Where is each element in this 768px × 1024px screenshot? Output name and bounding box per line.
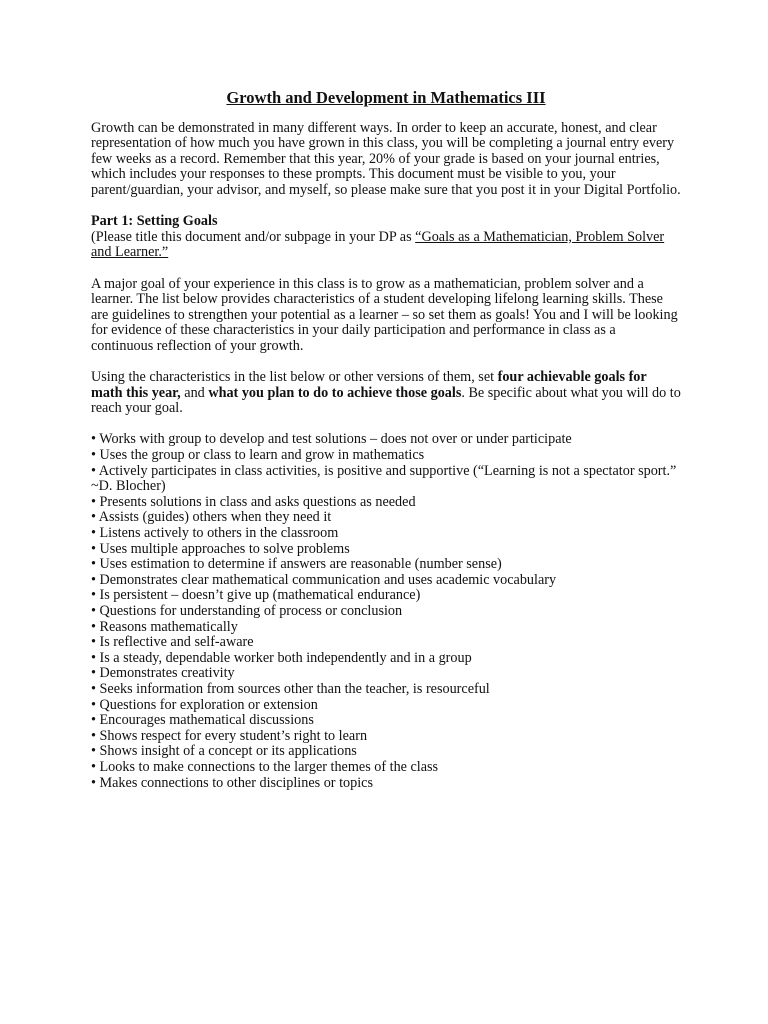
- list-item: • Seeks information from sources other than the teacher, is resourceful: [91, 680, 490, 697]
- list-item: • Shows insight of a concept or its applications: [91, 743, 357, 760]
- list-item: • Is reflective and self-aware: [91, 634, 254, 651]
- list-item: • Demonstrates clear mathematical communication and uses academic vocabulary: [91, 571, 557, 588]
- characteristics-list: [91, 432, 681, 791]
- part1-paragraph-2-a: Using the characteristics in the list below or other versions of them, set: [91, 369, 498, 386]
- list-item: • Is a steady, dependable worker both independently and in a group: [91, 649, 472, 666]
- part1-paragraph-1: A major goal of your experience in this class is to grow as a mathematician, problem solver and a learner. The list below provides characteristics of a student developing lifelong learning skills. These are guidelines to strengthen your potential as a learner – so set them as goals! You and I will be looking for evidence of these characteristics in your daily participation and performance in class as a continuous reflection of your growth.: [91, 275, 678, 354]
- document-page: [91, 90, 681, 791]
- part1-paragraph-2: [91, 370, 681, 417]
- part1-paragraph-2-b: four achievable goals for math this year,: [91, 369, 647, 401]
- part1-section: [91, 214, 681, 417]
- list-item: • Assists (guides) others when they need it: [91, 509, 332, 526]
- part1-instruction: [91, 230, 681, 261]
- part1-instruction-title: “Goals as a Mathematician, Problem Solver and Learner.”: [91, 228, 665, 261]
- list-item: • Uses estimation to determine if answers are reasonable (number sense): [91, 556, 502, 573]
- list-item: • Is persistent – doesn’t give up (mathematical endurance): [91, 587, 421, 604]
- list-item: • Works with group to develop and test solutions – does not over or under participate: [91, 431, 572, 448]
- part1-instruction-prefix: (Please title this document and/or subpage in your DP as: [91, 228, 416, 245]
- list-item: • Looks to make connections to the larger themes of the class: [91, 758, 439, 775]
- list-item: • Actively participates in class activities, is positive and supportive (“Learning is not a spectator sport.” ~D. Blocher): [91, 462, 677, 495]
- part1-heading: Part 1: Setting Goals: [91, 213, 218, 230]
- list-item: • Questions for understanding of process or conclusion: [91, 603, 403, 619]
- list-item: • Questions for exploration or extension: [91, 696, 318, 713]
- list-item: • Shows respect for every student’s right to learn: [91, 727, 368, 744]
- list-item: • Listens actively to others in the classroom: [91, 525, 339, 542]
- list-item: • Presents solutions in class and asks questions as needed: [91, 493, 416, 510]
- list-item: • Uses multiple approaches to solve problems: [91, 540, 350, 557]
- part1-paragraph-2-e: . Be specific about what you will do to reach your goal.: [91, 384, 681, 417]
- list-item: • Encourages mathematical discussions: [91, 712, 314, 729]
- list-item: • Makes connections to other disciplines or topics: [91, 774, 373, 791]
- list-item: • Uses the group or class to learn and grow in mathematics: [91, 447, 425, 464]
- list-item: • Reasons mathematically: [91, 618, 238, 635]
- list-item: • Demonstrates creativity: [91, 665, 235, 682]
- part1-paragraph-2-c: and: [180, 384, 209, 401]
- part1-paragraph-2-d: what you plan to do to achieve those goals: [208, 384, 462, 401]
- intro-paragraph: Growth can be demonstrated in many different ways. In order to keep an accurate, honest, and clear representation of how much you have grown in this class, you will be completing a journal entry every few weeks as a record. Remember that this year, 20% of your grade is based on your journal entries, which includes your responses to these prompts. This document must be visible to you, your parent/guardian, your advisor, and myself, so please make sure that you post it in your Digital Portfolio.: [91, 119, 681, 198]
- document-title: Growth and Development in Mathematics III: [226, 88, 546, 107]
